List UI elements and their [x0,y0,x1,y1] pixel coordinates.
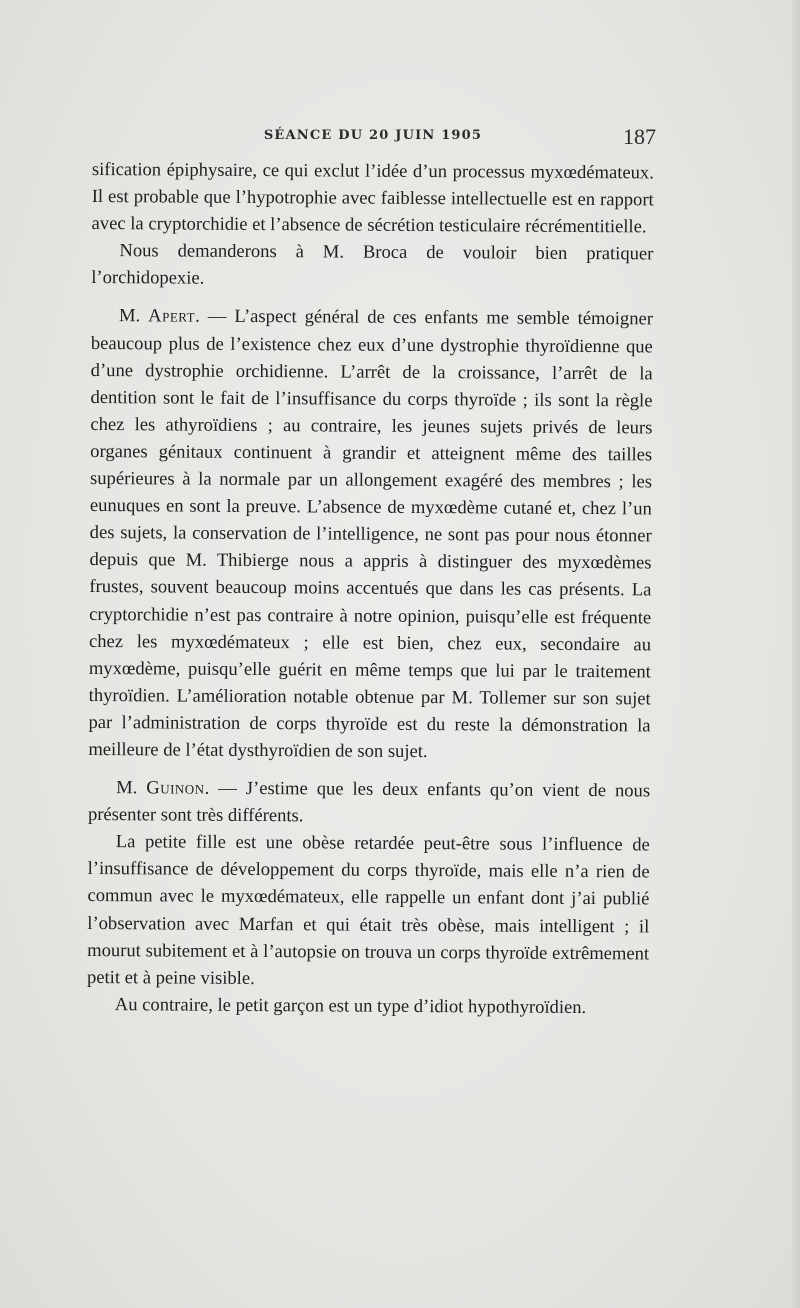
paragraph-text: . — L’aspect général de ces enfants me semble témoigner beaucoup plus de l’existence chez eux d’une dystrophie thyroïdienne que d’une dystrophie orchidienne. L’arrêt de la croissance, l’arrêt de la dentition sont le fait de l’insuffisance du corps thyroïde ; ils sont la règle chez les athyroïdiens ; au contraire, les jeunes sujets privés de leurs organes génitaux continuent à grandir et atteignent même des tailles supérieures à la normale par un allongement exagéré des membres ; les eunuques en sont la preuve. L’absence de myxœdème cutané et, chez l’un des sujets, la conservation de l’intelligence, ne sont pas pour nous étonner depuis que M. Thibierge nous a appris à distinguer des myxœdèmes frustes, souvent beaucoup moins accentués que dans les cas présents. La cryptorchidie n’est pas contraire à notre opinion, puisqu’elle est fréquente chez les myxœdémateux ; elle est bien, chez eux, secondaire au myxœdème, puisqu’elle guérit en même temps que lui par le traitement thyroïdien. L’amélioration notable obtenue par M. Tollemer sur son sujet par l’administration de corps thyroïde est du reste la démonstration la meilleure de l’état dysthyroïdien de son sujet. [88,306,654,763]
speaker-prefix: M. [118,305,149,327]
paragraph-petite-fille [87,828,650,994]
paragraph-orchidopexie [91,237,653,295]
speaker-prefix: M. [116,777,147,799]
running-title: SÉANCE DU 20 JUIN 1905 [263,128,483,143]
body-text [87,156,654,1021]
paragraph-text: Nous demanderons à M. Broca de vouloir bien pratiquer l’orchidopexie. [91,240,654,290]
paragraph-text: Au contraire, le petit garçon est un type d’idiot hypothyroïdien. [114,993,587,1018]
paragraph-guinon [88,774,650,832]
paragraph-apert [88,302,653,766]
paragraph-text: . — J’estime que les deux enfants qu’on vient de nous présenter sont très différents. [87,777,651,827]
paragraph-text: sification épiphysaire, ce qui exclut l’idée d’un processus myxœdémateux. Il est probable que l’hypotrophie avec faiblesse intellectuelle est en rapport avec la cryptorchidie et l’absence de sécrétion testiculaire récrémentitielle. [91,158,654,238]
speaker-name: Guinon [146,777,205,799]
paragraph-continuation [92,156,654,241]
page-edge-shadow [792,0,800,1308]
paragraph-petit-garcon [87,991,649,1022]
paragraph-text: La petite fille est une obèse retardée peut-être sous l’influence de l’insuffisance de développement du corps thyroïde, mais elle n’a rien de commun avec le myxœdémateux, elle rappelle un enfant dont j’ai publié l’observation avec Marfan et qui était très obèse, mais intelligent ; il mourut subitement et à l’autopsie on trouva un corps thyroïde extrêmement petit et à peine visible. [86,831,650,989]
speaker-name: Apert [148,305,196,328]
running-head [88,124,658,154]
page-number: 187 [623,124,656,149]
